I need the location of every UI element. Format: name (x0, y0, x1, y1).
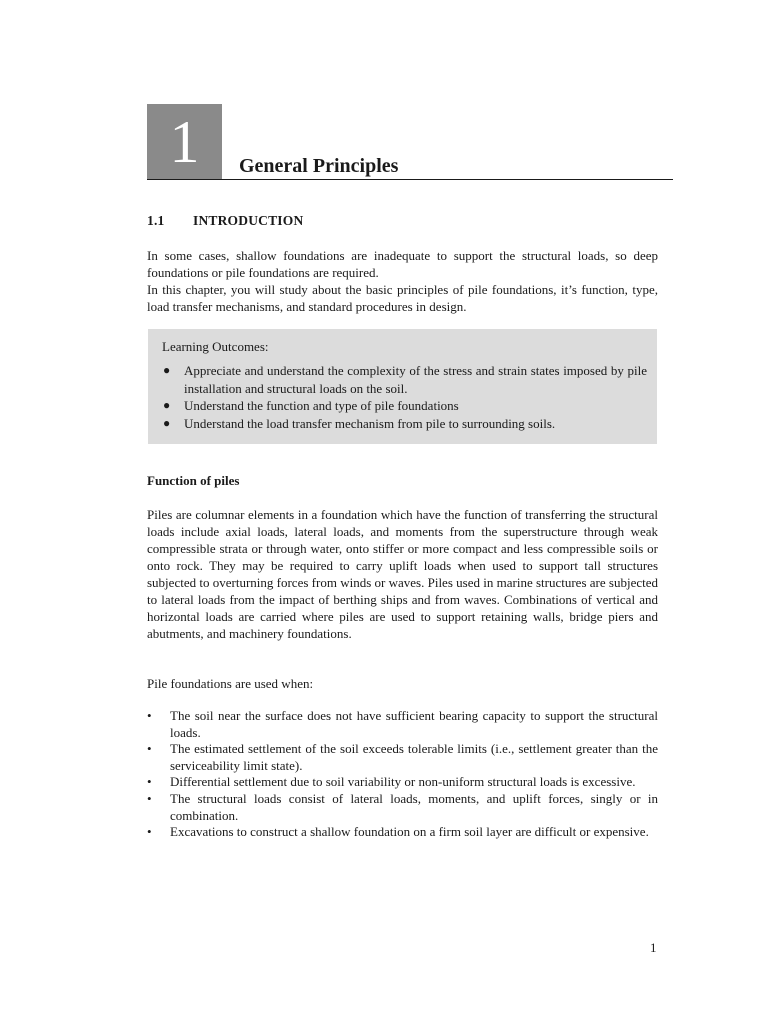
function-of-piles-paragraph: Piles are columnar elements in a foundation which have the function of transferring the structural loads include axial loads, lateral loads, and moments from the superstructure through weak compressible strata or through water, onto stiffer or more compact and less compressible soils or onto rock. They may be required to carry uplift loads when used to support tall structures subjected to overturning forces from winds or waves. Piles used in marine structures are subjected to lateral loads from the impact of berthing ships and from waves. Combinations of vertical and horizontal loads are carried where piles are used to support retaining walls, bridge piers and abutments, and machinery foundations. (147, 507, 658, 641)
section-title: INTRODUCTION (193, 213, 304, 228)
bullet-icon: ● (163, 415, 171, 430)
list-item (147, 774, 658, 791)
section-heading (147, 213, 303, 229)
learning-outcomes-title: Learning Outcomes: (162, 339, 269, 354)
list-item (147, 791, 658, 824)
learning-outcomes-box (148, 329, 657, 444)
list-item-text: Differential settlement due to soil variability or non-uniform structural loads is excessive. (170, 774, 636, 790)
list-item (162, 397, 647, 415)
learning-outcomes-list (162, 362, 647, 432)
bullet-icon: ● (163, 398, 171, 412)
list-item (162, 415, 647, 433)
list-item-text: Understand the load transfer mechanism from pile to surrounding soils. (184, 415, 556, 431)
list-item-text: The estimated settlement of the soil exceeds tolerable limits (i.e., settlement greater than the serviceability limit state). (170, 741, 658, 773)
title-rule (147, 179, 673, 180)
list-item (162, 362, 647, 397)
list-item (147, 741, 658, 774)
list-item-text: Excavations to construct a shallow foundation on a firm soil layer are difficult or expensive. (170, 824, 649, 840)
bullet-icon: • (147, 774, 152, 790)
list-item-text: The soil near the surface does not have sufficient bearing capacity to support the structural loads. (170, 708, 658, 740)
bullet-icon: • (147, 708, 152, 723)
pile-usage-list (147, 708, 658, 841)
bullet-icon: • (147, 790, 152, 806)
chapter-number-box (147, 104, 222, 180)
list-item-text: The structural loads consist of lateral loads, moments, and uplift forces, singly or in combination. (170, 790, 658, 823)
section-number: 1.1 (147, 213, 165, 228)
pile-usage-intro: Pile foundations are used when: (147, 676, 314, 691)
bullet-icon: • (147, 824, 152, 840)
intro-paragraph-1: In some cases, shallow foundations are inadequate to support the structural loads, so deep foundations or pile foundations are required. (147, 248, 658, 280)
list-item-text: Appreciate and understand the complexity of the stress and strain states imposed by pile installation and structural loads on the soil. (184, 363, 647, 396)
intro-paragraph-2: In this chapter, you will study about the basic principles of pile foundations, it’s function, type, load transfer mechanisms, and standard procedures in design. (147, 282, 658, 314)
page-number: 1 (650, 940, 657, 955)
bullet-icon: • (147, 741, 152, 757)
list-item-text: Understand the function and type of pile foundations (184, 398, 459, 413)
list-item (147, 708, 658, 741)
list-item (147, 824, 658, 841)
chapter-title: General Principles (239, 155, 399, 177)
bullet-icon: ● (163, 363, 171, 377)
function-of-piles-heading: Function of piles (147, 473, 240, 488)
chapter-number: 1 (169, 109, 200, 175)
